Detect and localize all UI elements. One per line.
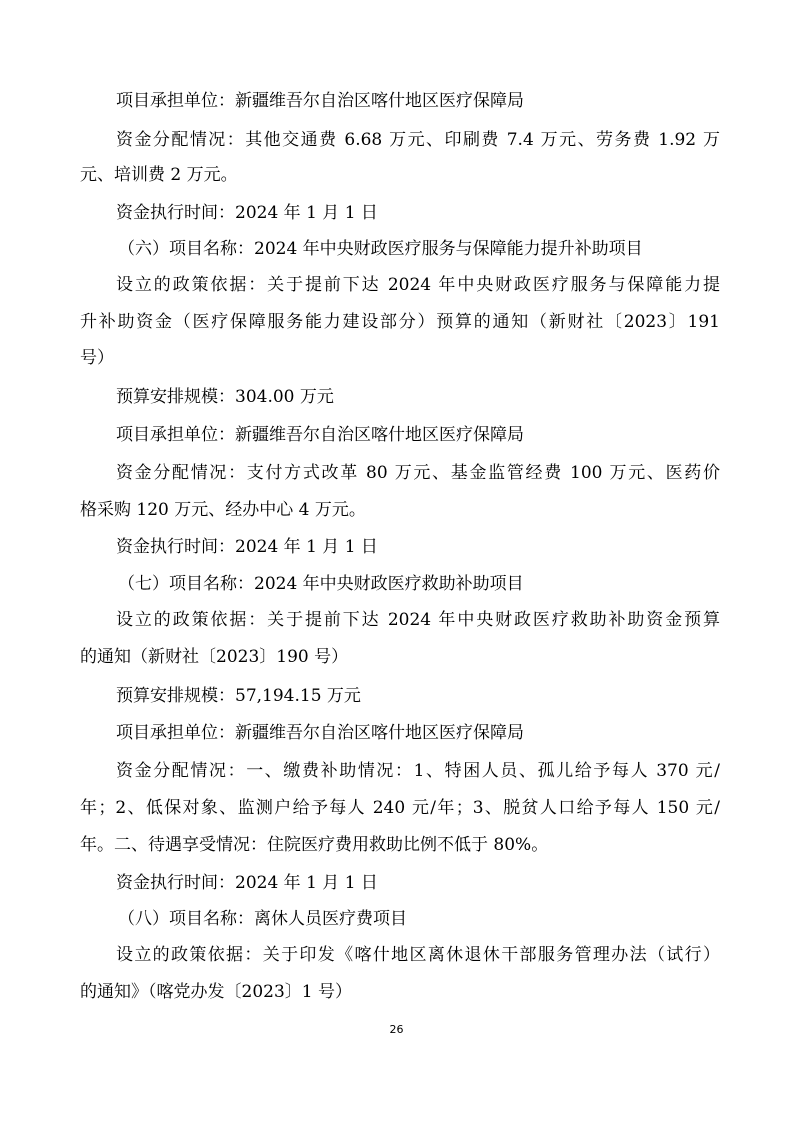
text-line: 设立的政策依据：关于印发《喀什地区离休退休干部服务管理办法（试行） — [116, 945, 720, 965]
text-line: 项目承担单位：新疆维吾尔自治区喀什地区医疗保障局 — [116, 723, 524, 743]
text-line: 预算安排规模：304.00 万元 — [116, 387, 334, 407]
text-line: 资金分配情况：其他交通费 6.68 万元、印刷费 7.4 万元、劳务费 1.92 万 — [116, 130, 720, 150]
text-line: 项目承担单位：新疆维吾尔自治区喀什地区医疗保障局 — [116, 91, 524, 111]
text-line: 号） — [80, 348, 114, 368]
text-line: 资金执行时间：2024 年 1 月 1 日 — [116, 203, 378, 223]
text-line: 资金分配情况：支付方式改革 80 万元、基金监管经费 100 万元、医药价 — [116, 463, 720, 483]
text-line: 项目承担单位：新疆维吾尔自治区喀什地区医疗保障局 — [116, 425, 524, 445]
text-line: 预算安排规模：57,194.15 万元 — [116, 686, 361, 706]
text-line: 设立的政策依据：关于提前下达 2024 年中央财政医疗救助补助资金预算 — [116, 610, 720, 630]
text-line: 升补助资金（医疗保障服务能力建设部分）预算的通知（新财社〔2023〕191 — [80, 312, 720, 332]
text-line: 的通知》（喀党办发〔2023〕1 号） — [80, 982, 352, 1002]
page-number: 26 — [389, 1023, 404, 1036]
text-line: 资金执行时间：2024 年 1 月 1 日 — [116, 537, 378, 557]
text-line: 的通知（新财社〔2023〕190 号） — [80, 647, 349, 667]
text-line: 设立的政策依据：关于提前下达 2024 年中央财政医疗服务与保障能力提 — [116, 275, 720, 295]
section-heading: （六）项目名称：2024 年中央财政医疗服务与保障能力提升补助项目 — [118, 239, 643, 259]
text-line: 格采购 120 万元、经办中心 4 万元。 — [80, 500, 366, 520]
text-line: 元、培训费 2 万元。 — [80, 165, 238, 185]
text-line: 年；2、低保对象、监测户给予每人 240 元/年；3、脱贫人口给予每人 150 元/ — [80, 798, 720, 818]
text-line: 年。二、待遇享受情况：住院医疗费用救助比例不低于 80%。 — [80, 835, 549, 855]
section-heading: （八）项目名称：离休人员医疗费项目 — [118, 909, 407, 929]
text-line: 资金执行时间：2024 年 1 月 1 日 — [116, 873, 378, 893]
text-line: 资金分配情况：一、缴费补助情况：1、特困人员、孤儿给予每人 370 元/ — [116, 761, 720, 781]
section-heading: （七）项目名称：2024 年中央财政医疗救助补助项目 — [118, 574, 524, 594]
